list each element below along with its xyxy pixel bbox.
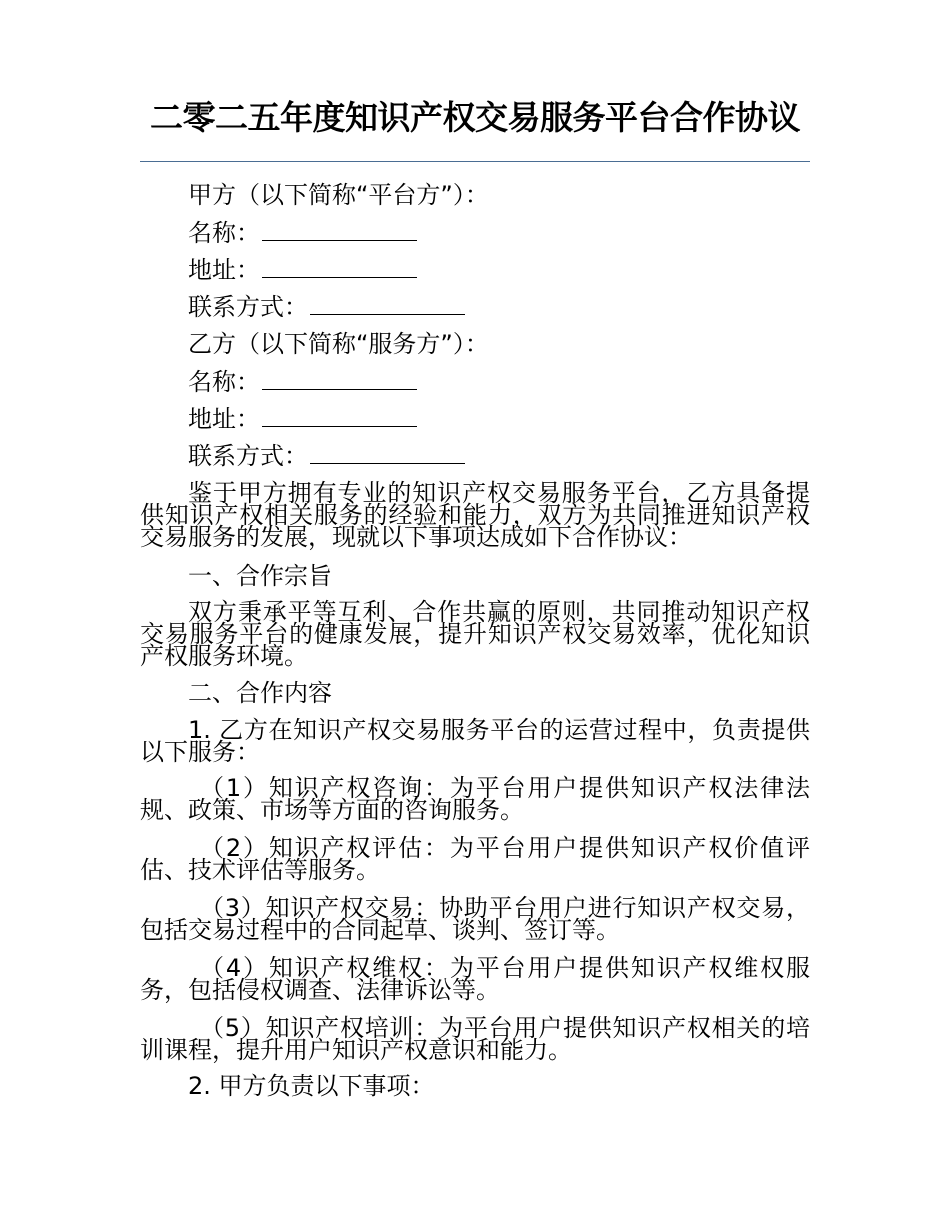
party-a-name-label: 名称： [188, 219, 260, 247]
sub-item-consulting: （1）知识产权咨询：为平台用户提供知识产权法律法规、政策、市场等方面的咨询服务。 [140, 774, 810, 824]
party-a-name-blank [262, 222, 417, 241]
party-a-address-blank [262, 259, 417, 278]
party-a-address-field [188, 255, 417, 285]
party-b-name-label: 名称： [188, 368, 260, 396]
sub-item-enforcement: （4）知识产权维权：为平台用户提供知识产权维权服务，包括侵权调查、法律诉讼等。 [140, 954, 810, 1004]
party-b-contact-field [188, 441, 465, 471]
sub-item-trading: （3）知识产权交易：协助平台用户进行知识产权交易，包括交易过程中的合同起草、谈判、签订等。 [140, 894, 810, 944]
preamble-paragraph: 鉴于甲方拥有专业的知识产权交易服务平台，乙方具备提供知识产权相关服务的经验和能力，双方为共同推进知识产权交易服务的发展，现就以下事项达成如下合作协议： [140, 479, 810, 551]
party-b-contact-label: 联系方式： [188, 442, 308, 470]
section-2-heading: 二、合作内容 [188, 679, 332, 707]
party-b-name-field [188, 367, 417, 397]
sub-item-training: （5）知识产权培训：为平台用户提供知识产权相关的培训课程，提升用户知识产权意识和能力。 [140, 1014, 810, 1064]
title-divider [140, 161, 810, 162]
party-b-address-label: 地址： [188, 405, 260, 433]
section-1-body: 双方秉承平等互利、合作共赢的原则，共同推动知识产权交易服务平台的健康发展，提升知识产权交易效率，优化知识产权服务环境。 [140, 598, 810, 670]
party-b-address-blank [262, 408, 417, 427]
party-a-contact-label: 联系方式： [188, 293, 308, 321]
section-2-item-2: 2. 甲方负责以下事项： [188, 1072, 435, 1100]
document-title: 二零二五年度知识产权交易服务平台合作协议 [150, 98, 800, 137]
party-a-address-label: 地址： [188, 256, 260, 284]
party-b-name-blank [262, 371, 417, 390]
party-b-heading: 乙方（以下简称“服务方”）： [188, 330, 489, 358]
party-a-contact-blank [310, 296, 465, 315]
party-a-heading: 甲方（以下简称“平台方”）： [188, 181, 489, 209]
party-b-address-field [188, 404, 417, 434]
party-a-contact-field [188, 292, 465, 322]
party-b-contact-blank [310, 445, 465, 464]
section-1-heading: 一、合作宗旨 [188, 562, 332, 590]
sub-item-evaluation: （2）知识产权评估：为平台用户提供知识产权价值评估、技术评估等服务。 [140, 834, 810, 884]
party-a-name-field [188, 218, 417, 248]
section-2-item-1: 1. 乙方在知识产权交易服务平台的运营过程中，负责提供以下服务： [140, 716, 810, 766]
